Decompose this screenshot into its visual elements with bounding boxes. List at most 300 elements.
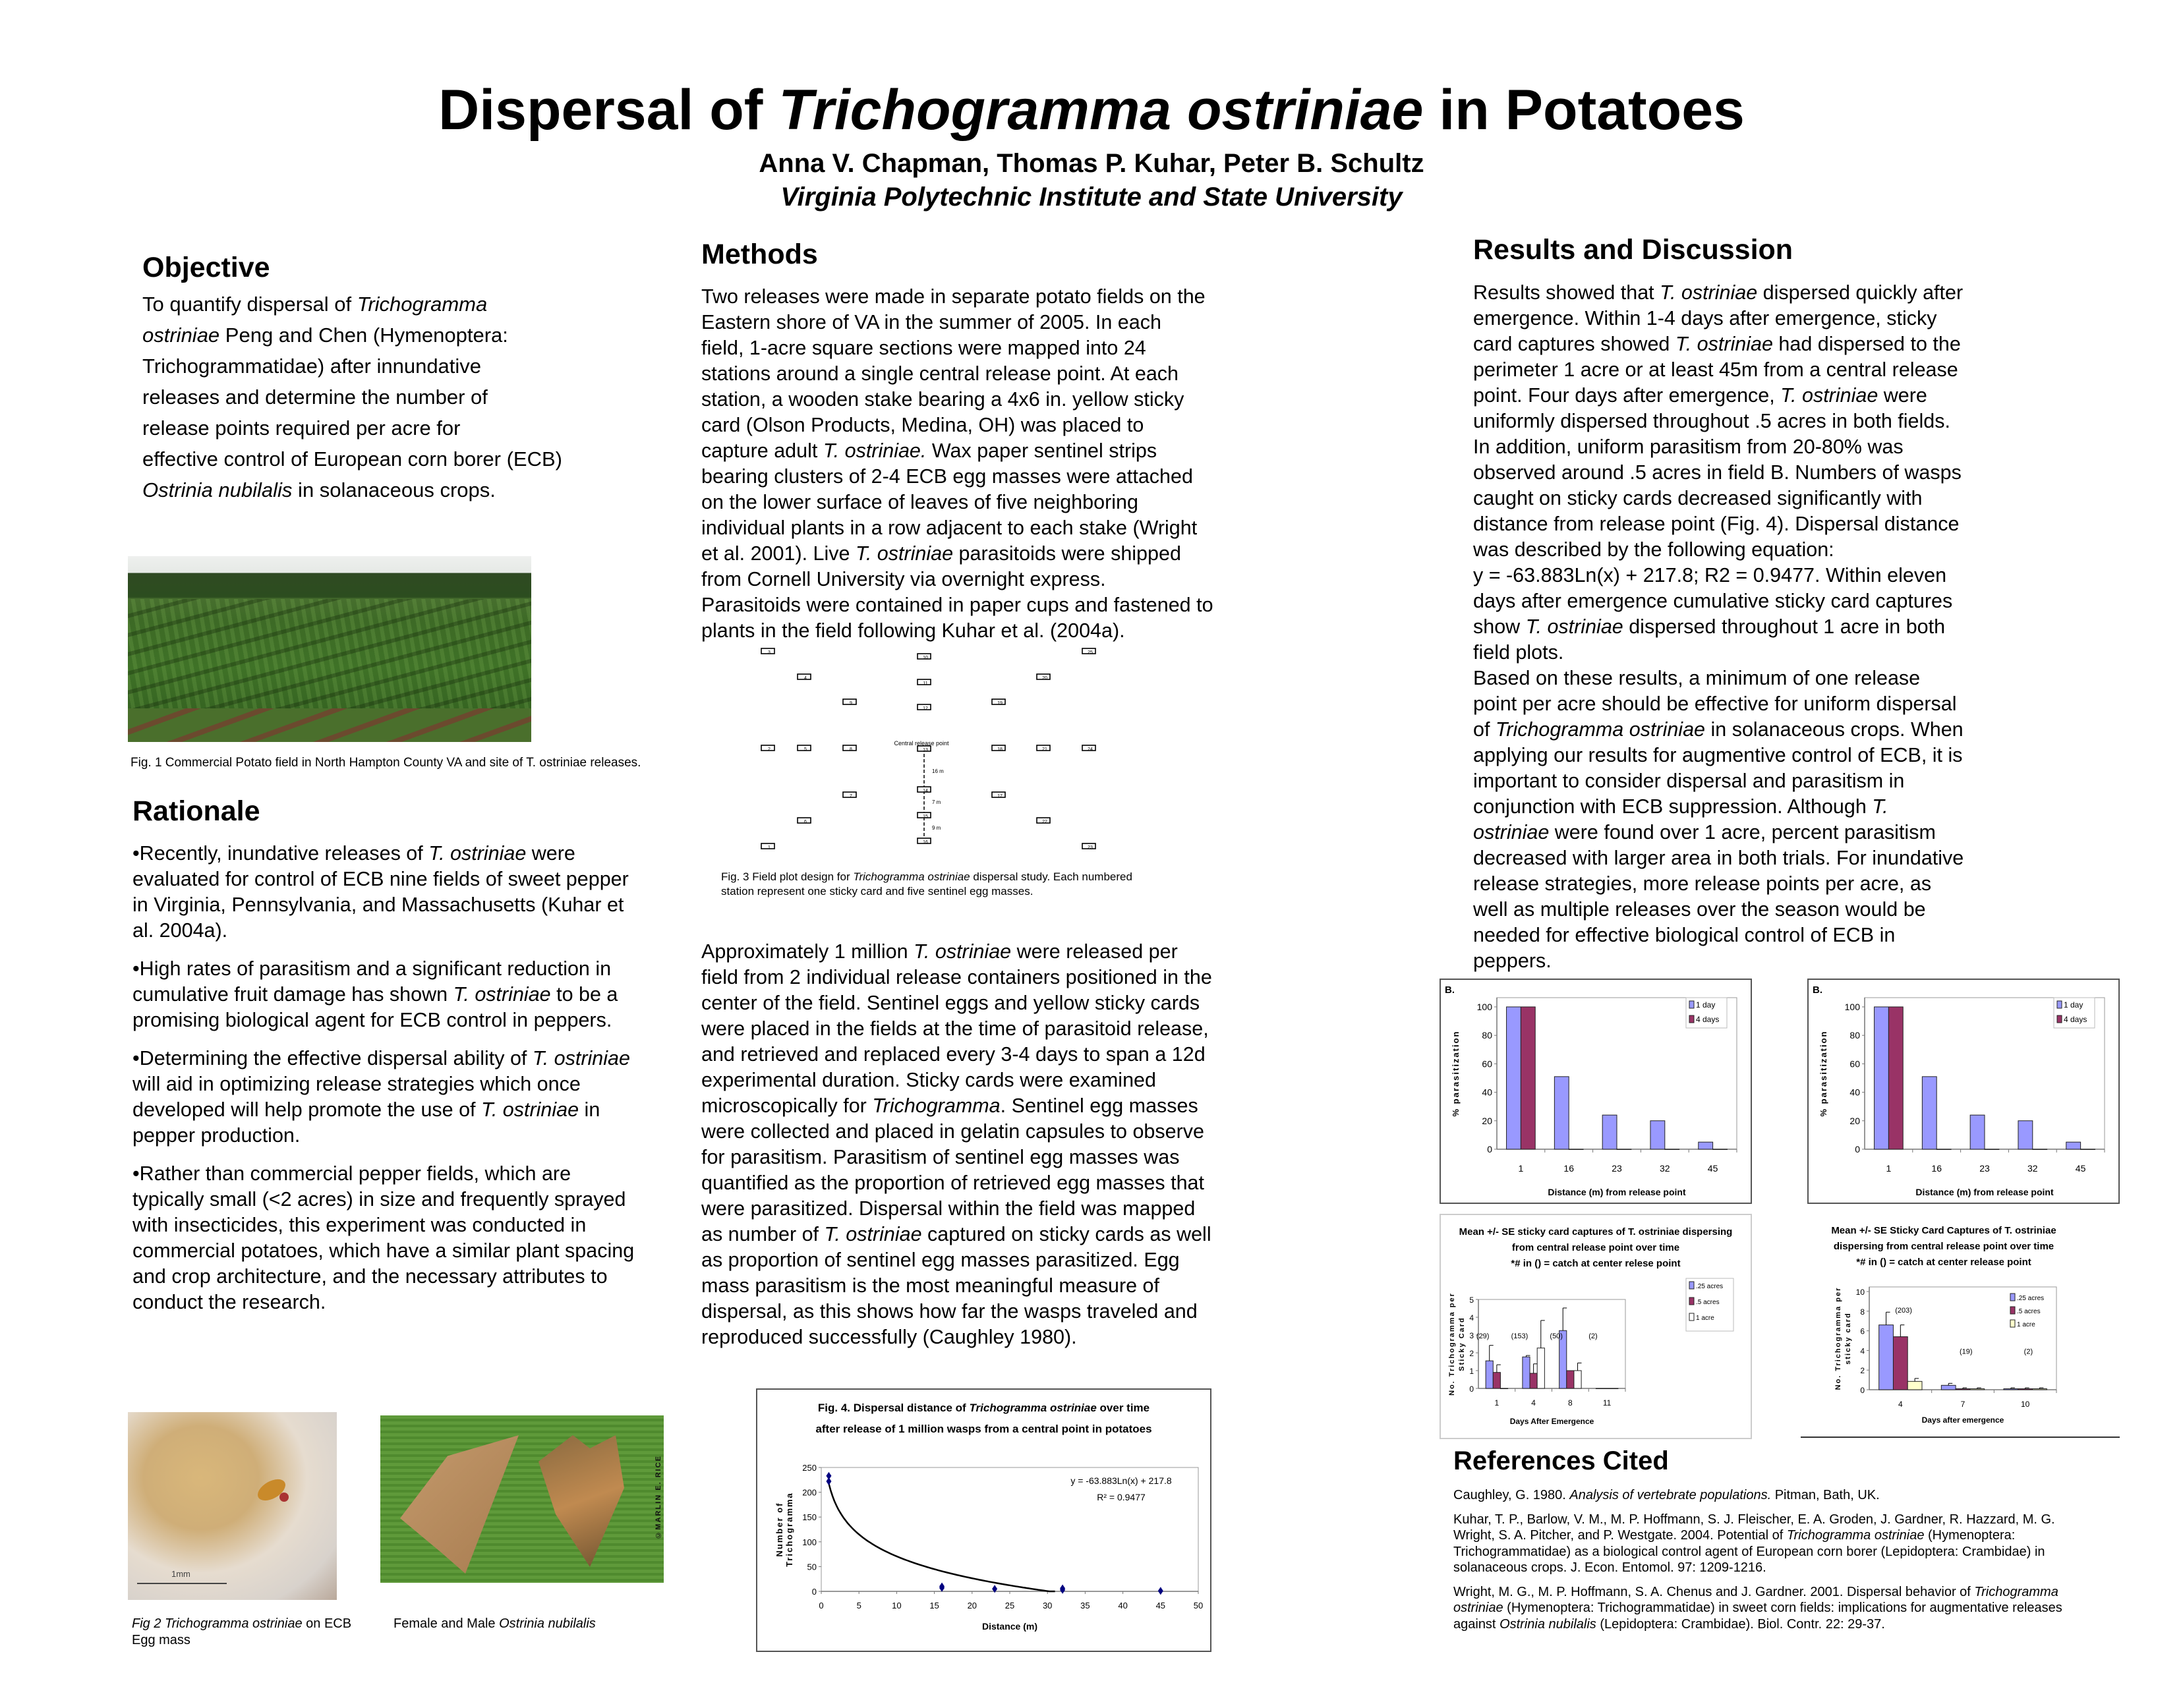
text-segment: on the lower surface of leaves of five neighboring [701,491,1138,513]
station-number: 2 [768,747,771,752]
y-tick-label: 0 [811,1587,817,1597]
text-segment: cumulative fruit damage has shown [132,983,453,1006]
text-line [142,443,562,474]
text-segment: stations around a single central release point. At each [701,362,1179,385]
fig4-scatter-plot [757,1390,1210,1651]
text-segment: (Hymenoptera: Trichogrammatidae) in sweet corn fields: implications for augmentative releases [1503,1601,2062,1615]
sticky-bar-chart-2 [1801,1214,2120,1437]
sticky-card-chart-2 [1801,1214,2120,1438]
text-line [701,387,1213,413]
x-axis-title: Days after emergence [1921,1415,2004,1425]
text-segment: well as multiple releases over the season would be [1473,898,1926,921]
legend-label: 1 day [2064,1000,2083,1010]
station-14 [917,787,931,793]
text-line [1473,537,1964,563]
bar-1day-16 [1922,1077,1936,1149]
text-segment: in solanaceous crops. When [1705,718,1964,741]
text-segment: Fig. 4. Dispersal distance of [817,1402,970,1414]
italic-text: T. ostriniae. [823,440,927,462]
station-number: 9 [850,701,852,706]
text-line [1473,383,1964,409]
y-tick-label: 80 [1849,1030,1860,1041]
plot-frame [821,1467,1198,1591]
text-line [1473,331,1964,357]
station-18 [992,745,1005,752]
text-segment: Trichogrammatidae) as a biological control agent of European corn borer (Lepidoptera: Crambidae) in [1453,1544,2045,1559]
station-16 [917,838,931,845]
poster-authors: Anna V. Chapman, Thomas P. Kuhar, Peter B. Schultz [759,149,1424,178]
bar-5acres-1 [1493,1373,1500,1388]
legend-label: 4 days [1696,1015,1720,1024]
bar-5acres-4 [1893,1337,1907,1390]
data-point [826,1477,831,1485]
parasitism-chart-2 [1807,979,2120,1204]
station-12 [917,704,931,711]
text-segment: days after emergence cumulative sticky card captures [1473,590,1953,612]
potato-field-photo [128,556,531,742]
bar-4days-16 [1569,1149,1583,1150]
text-segment: as number of [701,1223,825,1245]
bar-25acres-11 [1596,1388,1603,1389]
italic-text: Trichogramma ostriniae [778,78,1424,142]
legend-swatch [1689,1297,1694,1305]
station-25 [1082,648,1095,655]
y-axis-title: Number of [774,1502,784,1557]
y-tick-label: 2 [1469,1349,1474,1358]
text-line [701,1016,1212,1042]
text-segment: against [1453,1616,1500,1632]
bar-1acre-1 [1500,1388,1507,1389]
text-line [1473,743,1964,768]
bar-1acre-11 [1611,1388,1618,1389]
station-number: 22 [1042,820,1047,824]
text-segment: were found over 1 acre, percent parasitism [1549,821,1936,843]
y-tick-label: 0 [1487,1144,1492,1154]
legend-label: .25 acres [1696,1283,1724,1290]
x-tick-label: 1 [1494,1398,1499,1408]
italic-text: Trichogramma ostriniae [853,870,970,883]
text-line [1473,948,1964,974]
text-segment: in [579,1098,600,1121]
text-segment: pepper production. [132,1124,301,1147]
bar-4days-23 [1617,1149,1631,1150]
text-line [701,335,1213,361]
legend-swatch [2057,1001,2062,1008]
text-line [1473,409,1964,434]
text-line [132,867,634,892]
text-line [142,382,562,413]
text-segment: important to consider dispersal and parasitism in [1473,770,1905,792]
text-segment: evaluated for control of ECB nine fields of sweet pepper [132,868,629,890]
text-segment: plants in the field following Kuhar et al. (2004a). [701,619,1125,642]
text-segment: promising biological agent for ECB control in peppers. [132,1009,612,1031]
text-line [132,1290,634,1315]
methods-text-2 [701,939,1212,1350]
italic-text: Trichogramma [357,293,488,316]
y-tick-label: 8 [1860,1307,1865,1317]
bar-5acres-10 [2018,1389,2033,1390]
text-segment: bearing clusters of 2-4 ECB egg masses were attached [701,465,1193,488]
methods-heading: Methods [701,239,818,270]
text-line [701,413,1213,438]
data-point [939,1584,945,1592]
station-7 [843,792,856,799]
x-tick-label: 16 [1931,1163,1942,1174]
trendline-equation: y = -63.883Ln(x) + 217.8 [1070,1475,1172,1486]
italic-text: Fig 2 Trichogramma ostriniae [132,1616,303,1631]
text-segment: field plots. [1473,641,1564,664]
station-number: 6 [804,820,807,824]
x-axis-title: Days After Emergence [1509,1417,1594,1426]
x-tick-label: 45 [1707,1163,1718,1174]
text-line [1473,871,1964,897]
text-segment: parasitoids were shipped [953,542,1181,565]
legend-label: .5 acres [2017,1308,2041,1315]
station-21 [1037,745,1050,752]
text-segment: mass parasitism is the most meaningful measure of [701,1274,1159,1297]
station-15 [917,812,931,819]
station-number: 24 [1088,747,1093,752]
italic-text: T. [1872,795,1888,818]
text-line [701,618,1213,644]
text-segment: •Determining the effective dispersal ability of [132,1047,533,1069]
station-number: 21 [1042,747,1047,752]
station-number: 5 [804,747,807,752]
text-segment: releases and determine the number of [142,385,488,409]
bar-4days-32 [2033,1149,2047,1150]
text-line [701,361,1213,387]
text-segment: Dispersal of [438,78,779,142]
panel-label: B. [1813,984,1822,996]
objective-heading: Objective [142,252,270,283]
results-heading: Results and Discussion [1473,234,1793,266]
text-segment: typically small (<2 acres) in size and frequently sprayed [132,1188,626,1210]
italic-text: Trichogramma [872,1095,1001,1117]
italic-text: ostriniae [142,324,220,347]
sticky-bar-chart-1 [1441,1215,1751,1438]
bar-1day-23 [1970,1115,1985,1149]
text-segment: point per acre should be effective for uniform dispersal [1473,693,1957,715]
text-line [701,1119,1212,1145]
text-segment: (Hymenoptera: [1924,1528,2016,1543]
station-19 [992,699,1005,706]
text-line [1473,768,1964,794]
x-tick-label: 7 [1960,1400,1965,1409]
text-line [132,892,634,918]
bar-4days-1 [1888,1007,1903,1149]
text-segment: card captures showed [1473,333,1675,355]
distance-label: 16 m [932,768,944,774]
panel-label: B. [1445,984,1455,996]
fig4-chart [756,1388,1211,1652]
text-line [701,464,1213,490]
photo-credit: ©MARLIN E. RICE [655,1455,662,1539]
text-segment: effective control of European corn borer (ECB) [142,447,562,470]
legend-label: 4 days [2064,1015,2087,1024]
text-segment: et al. 2001). Live [701,542,856,565]
legend-label: 1 acre [2017,1321,2035,1328]
scale-label: 1mm [171,1569,190,1579]
x-tick-label: 50 [1193,1601,1204,1610]
text-segment: as proportion of sentinel egg masses parasitized. Egg [701,1249,1180,1271]
station-6 [798,818,811,824]
text-line [1453,1544,2062,1560]
poster-title [0,78,2183,143]
y-tick-label: 100 [1476,1002,1492,1012]
italic-text: ostriniae [1473,821,1550,843]
text-segment: Peng and Chen (Hymenoptera: [219,324,508,347]
text-line [1473,923,1964,948]
y-axis-title: Trichogramma [784,1492,794,1567]
text-line [701,541,1213,567]
text-segment: Wright, M. G., M. P. Hoffmann, S. A. Chenus and J. Gardner. 2001. Dispersal behavior of [1453,1584,1975,1599]
text-segment: dispersed throughout 1 acre in both [1623,615,1946,638]
station-number: 20 [1042,676,1047,681]
y-tick-label: 10 [1855,1288,1865,1297]
text-line [132,1071,634,1097]
station-number: 16 [923,840,928,845]
station-number: 25 [1088,650,1093,655]
text-segment: developed will help promote the use of [132,1098,481,1121]
y-tick-label: 5 [1469,1295,1474,1305]
station-3 [761,648,774,655]
text-line [701,1170,1212,1196]
text-line [701,1068,1212,1093]
bar-1acre-8 [1574,1371,1581,1388]
y-tick-label: 100 [802,1537,817,1547]
data-point [1158,1587,1163,1595]
station-10 [917,654,931,660]
x-tick-label: 32 [2027,1163,2038,1174]
x-tick-label: 23 [1979,1163,1990,1174]
parasitism-chart-1 [1440,979,1752,1204]
fig1-caption: Fig. 1 Commercial Potato field in North Hampton County VA and site of T. ostriniae releases. [131,756,641,770]
station-4 [798,674,811,681]
text-segment: to be a [550,983,618,1006]
r-squared: R² = 0.9477 [1097,1492,1146,1502]
text-segment: Female and Male [393,1616,500,1631]
text-line [1453,1487,2062,1504]
text-segment: commercial potatoes, which have a similar plant spacing [132,1239,635,1262]
fig3-caption [721,870,1132,899]
text-line [701,592,1213,618]
text-segment: y = -63.883Ln(x) + 217.8; R2 = 0.9477. Within eleven [1473,564,1947,586]
central-release-label: Central release point [894,740,949,747]
x-tick-label: 1 [1518,1163,1524,1174]
text-line [132,1616,351,1632]
text-line [701,1093,1212,1119]
station-number: 17 [997,794,1003,799]
text-segment: Based on these results, a minimum of one release [1473,667,1921,689]
text-line [142,351,562,382]
field-plot-design [751,642,1121,853]
italic-text: Trichogramma ostriniae [1495,718,1706,741]
title-line: Mean +/- SE Sticky Card Captures of T. ostriniae [1831,1225,2056,1236]
text-line [132,1212,634,1238]
references-heading: References Cited [1453,1446,1669,1475]
legend-label: .5 acres [1696,1299,1720,1306]
text-line [721,884,1132,899]
y-tick-label: 150 [802,1512,817,1523]
station-17 [992,792,1005,799]
text-line [132,1008,634,1033]
x-tick-label: 5 [856,1601,861,1610]
y-tick-label: 0 [1469,1384,1474,1394]
station-number: 12 [923,706,928,711]
text-segment: field, 1-acre square sections were mapped into 24 [701,337,1146,359]
text-segment: with insecticides, this experiment was conducted in [132,1214,587,1236]
bar-1day-32 [2018,1121,2033,1149]
text-line [701,939,1212,965]
x-axis-title: Distance (m) from release point [1548,1187,1686,1197]
italic-text: T. ostriniae [532,1047,630,1069]
text-line [142,289,562,320]
text-segment: conjunction with ECB suppression. Although [1473,795,1873,818]
y-tick-label: 250 [802,1463,817,1473]
legend-label: .25 acres [2017,1295,2045,1302]
legend-swatch [1689,1015,1694,1023]
text-segment: show [1473,615,1526,638]
x-tick-label: 16 [1563,1163,1574,1174]
text-segment: conduct the research. [132,1291,326,1313]
bar-1acre-10 [2033,1389,2047,1390]
text-segment: captured on sticky cards as well [921,1223,1211,1245]
x-tick-label: 11 [1602,1398,1612,1408]
text-line [1473,588,1964,614]
station-number: 4 [804,676,807,681]
text-segment: over time [1096,1402,1150,1414]
legend-label: 1 day [1696,1000,1716,1010]
x-tick-label: 15 [929,1601,939,1610]
y-tick-label: 60 [1849,1058,1860,1069]
title-line: Mean +/- SE sticky card captures of T. ostriniae dispersing [1459,1226,1733,1238]
station-13 [917,746,931,753]
y-tick-label: 80 [1482,1030,1492,1041]
text-segment: dispersal study. Each numbered [970,870,1132,883]
legend-swatch [1689,1001,1694,1008]
x-tick-label: 4 [1898,1400,1903,1409]
text-segment: Wright, S. A. Pitcher, and P. Westgate. 2004. Potential of [1453,1528,1787,1543]
bar-5acres-7 [1956,1389,1970,1390]
italic-text: T. ostriniae [824,1223,922,1245]
text-segment: Fig. 3 Field plot design for [721,870,854,883]
station-9 [843,699,856,706]
legend-swatch [1689,1282,1694,1289]
text-line [1473,640,1964,666]
station-number: 15 [923,814,928,819]
x-axis-title: Distance (m) from release point [1915,1187,2054,1197]
x-tick-label: 30 [1042,1601,1053,1610]
text-line [1453,1527,2062,1544]
italic-text: ostriniae [1453,1601,1503,1615]
y-tick-label: 20 [1849,1115,1860,1126]
y-tick-label: 6 [1860,1326,1865,1336]
bar-5acres-8 [1567,1371,1574,1388]
text-line [142,413,562,443]
station-number: 13 [923,748,928,753]
text-segment: was described by the following equation: [1473,538,1834,561]
bar-1day-45 [1699,1142,1713,1149]
italic-text: Ostrinia nubilalis [142,478,293,501]
fig2-caption [132,1616,351,1648]
text-segment: To quantify dispersal of [142,293,357,316]
y-tick-label: 4 [1469,1313,1474,1323]
text-segment: had dispersed to the [1772,333,1961,355]
text-line [1453,1616,2062,1633]
text-segment: emergence. Within 1-4 days after emergence, sticky [1473,307,1937,329]
text-segment: In addition, uniform parasitism from 20-80% was [1473,436,1904,458]
x-tick-label: 32 [1660,1163,1670,1174]
bar-1acre-4 [1907,1381,1922,1390]
text-line [132,1161,634,1187]
italic-text: T. ostriniae [481,1098,579,1121]
text-line [1473,280,1964,306]
rationale-text [132,841,634,1315]
x-tick-label: 10 [892,1601,902,1610]
y-tick-label: 0 [1860,1386,1865,1395]
text-line [701,1247,1212,1273]
center-catch-annotation: (19) [1959,1348,1973,1356]
italic-text: T. ostriniae [1780,384,1878,407]
legend-label: 1 acre [1696,1315,1714,1322]
bar-4days-45 [2081,1149,2095,1150]
legend-swatch [2010,1307,2015,1314]
x-tick-label: 0 [819,1601,824,1610]
text-segment: microscopically for [701,1095,873,1117]
text-line [132,841,634,867]
text-line [701,1196,1212,1222]
text-segment: individual plants in a row adjacent to each stake (Wright [701,517,1198,539]
text-line [1453,1584,2062,1601]
text-segment: quantified as the proportion of retrieved egg masses that [701,1172,1204,1194]
station-22 [1037,818,1050,824]
y-axis-title: No. Trichogramma per [1448,1292,1456,1396]
y-tick-label: 100 [1844,1002,1860,1012]
title-line: *# in () = catch at center relese point [1511,1258,1681,1269]
bar-4days-1 [1521,1007,1535,1149]
italic-text: Ostrinia nubilalis [499,1616,596,1631]
text-segment: in Potatoes [1423,78,1745,142]
center-catch-annotation: (203) [1895,1306,1912,1315]
bar-1acre-7 [1970,1389,1985,1390]
scale-bar [137,1583,227,1584]
text-line [701,284,1213,310]
text-segment: needed for effective biological control of ECB in [1473,924,1896,946]
x-tick-label: 4 [1531,1398,1536,1408]
text-line [1473,897,1964,923]
text-segment: observed around .5 acres in field B. Numbers of wasps [1473,461,1962,484]
text-segment: center of the field. Sentinel eggs and yellow sticky cards [701,992,1200,1014]
text-segment: caught on sticky cards decreased significantly with [1473,487,1923,509]
data-point [1060,1586,1065,1594]
y-tick-label: 50 [807,1562,817,1572]
text-line [1453,1560,2062,1576]
station-5 [798,745,811,752]
italic-text: T. ostriniae [914,940,1012,963]
x-axis-title: Distance (m) [981,1621,1038,1632]
text-line [701,1299,1212,1324]
bar-25acres-10 [2004,1389,2018,1390]
bar-25acres-4 [1879,1325,1894,1390]
text-segment: in solanaceous crops. [292,478,496,501]
legend-swatch [2010,1320,2015,1327]
text-segment: •Recently, inundative releases of [132,842,429,865]
text-segment: decreased with larger area in both trials. For inundative [1473,847,1964,869]
text-line [132,1123,634,1149]
center-catch-annotation: (153) [1511,1332,1528,1340]
text-segment: were collected and placed in gelatin capsules to observe [701,1120,1204,1143]
text-line [721,870,1132,884]
